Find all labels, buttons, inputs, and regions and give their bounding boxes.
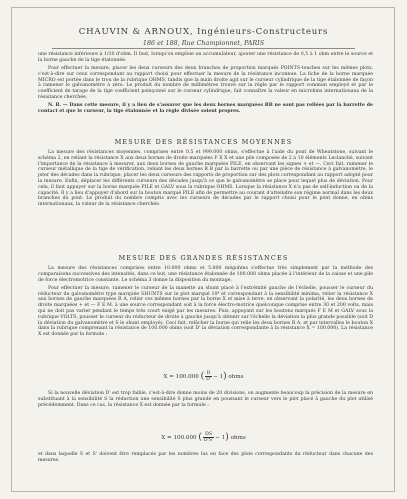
section-grandes-body-2 bbox=[38, 391, 373, 411]
formula-2-rhs: − 1 bbox=[215, 435, 226, 441]
intro-block bbox=[38, 52, 373, 117]
formula-1-denominator: D' bbox=[206, 377, 212, 382]
formula-2-denominator: D'S' bbox=[203, 438, 214, 443]
formula-1: X = 100.000 ( $\frac{D}{D'}$ − 1) ohms bbox=[163, 371, 244, 382]
section-grandes-body-3 bbox=[38, 452, 373, 466]
section-title-moyennes: MESURE DES RÉSISTANCES MOYENNES bbox=[114, 138, 293, 146]
header-divider bbox=[52, 48, 355, 49]
section-grandes-paragraph-3: Si la nouvelle déviation D' est trop faible, c'est-à-dire donne moins de 20 divisions, on augmente beaucoup la précision de la mesure en substituant à la sensibilité S la réduction une sensibilité S plus grande en poussant le curseur vers le plot placé à gauche du plot utilisé précédemment. Dans ce cas, la résistance X est donnée par la formule : bbox=[38, 391, 373, 408]
section-grandes-paragraph-2: Pour effectuer la mesure, ramener le curseur de la manette au shunt placé à l'extrémité gauche de l'échelle, pousser le curseur du réducteur du galvanomètre type marquée SHUNTS sur le plot marqué 10⁴ et correspondant à la sensibilité minima, relier la résistance X aux bornes de gauche marquées R A, relier ces mêmes bornes par la borne X et mise à terre, en observant la polarité, les deux bornes de droite marquées + et — F E M, à une source correspondant soit à la force électro-motrice quelconque comprise entre 30 et 200 volts, mais qui ne doit pas varier pendant le temps très court exigé par les mesures. Puis, appuyant sur les boutons marqués F E M et GALV sous la rubrique VOLTS, pousser le curseur du réducteur de droite à gauche jusqu'à obtenir sur l'échelle la déviation la plus grande possible (soit D la déviation du galvanomètre et S le shunt employé). Ceci fait, relâcher la borne qui relie les deux bornes R A, et par intervalles le bouton X dans la rubrique comprenant la résistance de 100.000 ohms (soit D' la déviation correspondante à la résistance X = 100.000). La résistance X est donnée par la formule : bbox=[38, 285, 373, 338]
section-grandes-paragraph-1: La mesure des résistances comprises entre 10.000 ohms et 5.000 mégohms s'effectue très simplement par la méthode des comparaisons successives des intensités, dans ce but, une résistance étalonnée de 100.000 ohms placée à l'intérieur de la caisse et une pile de force électromotrice constante. Le schéma 3 donne la disposition du montage. bbox=[38, 266, 373, 283]
formula-1-lhs: X = 100.000 bbox=[163, 374, 199, 380]
formula-1-rhs: − 1 bbox=[213, 374, 224, 380]
formula-1-numerator: D bbox=[206, 371, 211, 376]
company-address: 186 et 188, Rue Championnet, PARIS bbox=[142, 39, 265, 47]
formula-2-unit: ohms bbox=[230, 435, 246, 441]
company-header: CHAUVIN & ARNOUX, Ingénieurs-Constructeurs bbox=[78, 27, 329, 37]
intro-note: N. B. — Dans cette mesure, il y a lieu de s'assurer que les deux bornes marquées RB ne sont pas reliées par la barrette de contact et que le curseur, la tige étalonnée et la règle divisée soient propres. bbox=[38, 103, 373, 114]
intro-paragraph-1: une résistance inférieure à 1/10 d'ohm. Il faut, lorsqu'on emploie un accumulateur, ajouter une résistance de 0,5 à 1 ohm entre le source et la borne gauche de la tige étalonnée. bbox=[38, 52, 373, 63]
section-moyennes-paragraph: La mesure des résistances moyennes, comprises entre 0,5 et 999.000 ohms, s'effectue à l'aide du pont de Wheatstone, suivant le schéma 2, en reliant la résistance X aux deux bornes de droite marquées F X X et une pile composée de 2 à 10 éléments Leclanché, suivant l'importance de la résistance à mesurer, aux deux bornes de gauche marquées PILE, en observant les signes + et —. Ceci fait, ramener le curseur métallique de la tige de vérification, reliant les deux bornes R B par la barrette ou par une pièce de résistance à galvanomètre, le jeter des décades dans la rubrique, placer les deux curseurs des rapports de proportion sur des plots correspondant au rapport adopté pour la mesure. Enfin, déplacer les différents curseurs des décades jusqu'à ce que le galvanomètre se place pour lequel plus de déviation. Pour cela, il faut appuyer sur la borne marquée PILE et GALV sous la rubrique OHMS. Lorsque la résistance X n'a pas de self-induction ou de la capacité. Il y a lieu d'appuyer d'abord sur la bouton marqué PILE afin de permettre au courant d'atteindre son régime normal dans les deux branches du pont. Le produit du nombre compris avec les curseurs de décades par le rapport choisi pour le pont donne, en ohms internationaux, la valeur de la résistance cherchée. bbox=[38, 150, 373, 208]
formula-1-fraction bbox=[205, 371, 212, 382]
formula-2-lhs: X = 100.000 bbox=[161, 435, 197, 441]
formula-2: X = 100.000 ( $\frac{DS}{D'S'}$ − 1) ohms bbox=[161, 432, 246, 443]
section-title-grandes: MESURE DES GRANDES RÉSISTANCES bbox=[118, 254, 289, 262]
formula-2-numerator: DS bbox=[203, 432, 214, 438]
section-grandes-body bbox=[38, 266, 373, 340]
section-grandes-paragraph-4: et dans laquelle S et S' doivent être remplacés par les nombres lus en face des plots correspondants du réducteur dans chacune des mesures. bbox=[38, 452, 373, 463]
section-moyennes-body bbox=[38, 150, 373, 210]
intro-paragraph-2: Pour effectuer la mesure, placer les deux curseurs des deux branches de proportion marqués POINTS-touches sur les mêmes plots, c'est-à-dire sur ceux correspondant au rapport choisi pour effectuer la mesure de la résistance inconnue. La fiche de la borne marquée MICRO est portée dans le trou de la rubrique OHMS, tandis que la main droite agit sur le curseur cylindrique de la tige étalonnée de façon à ramener le galvanomètre à zéro. Le produit du nombre de millimètres trouvé sur la règle par le rapport commun employé et par le coefficient de tarage de la tige coefficient poinçonné sur le curseur cylindrique, fait connaître la valeur en microhms internationaux de la résistance cherchée. bbox=[38, 65, 373, 100]
formula-2-fraction bbox=[203, 432, 214, 443]
formula-1-unit: ohms bbox=[228, 374, 244, 380]
